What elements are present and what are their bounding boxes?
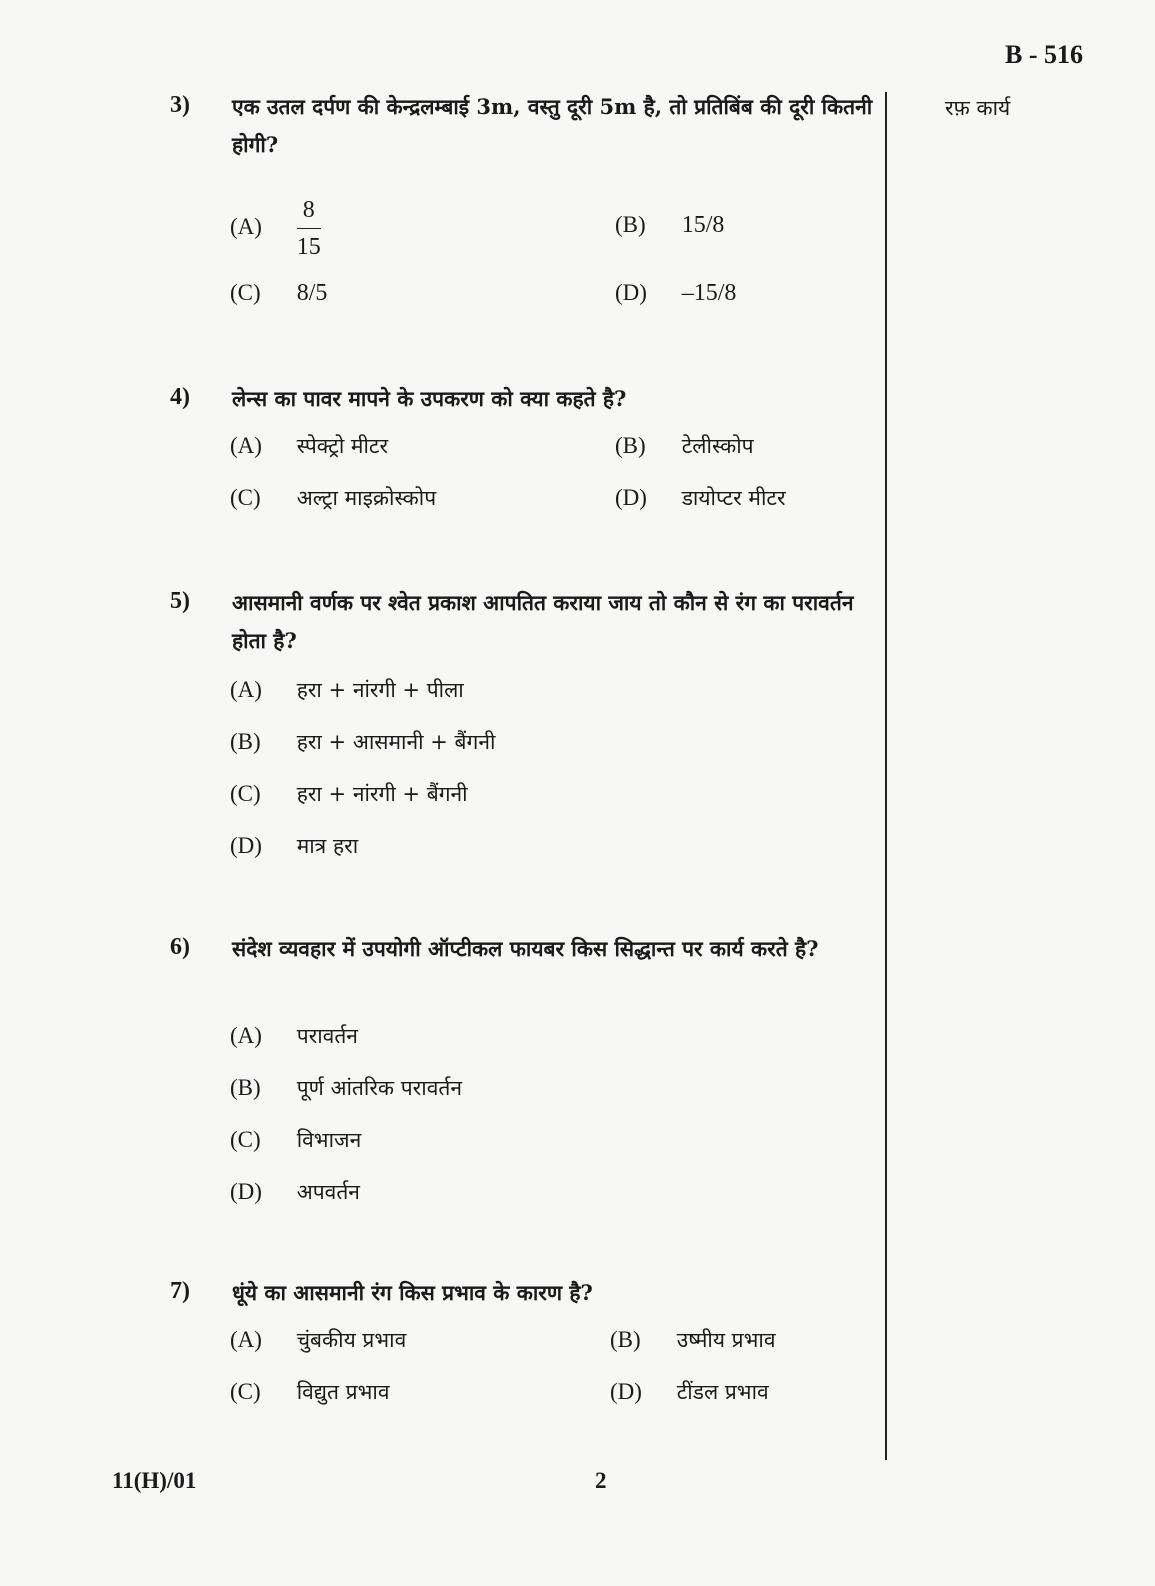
fraction-denominator: 15 bbox=[296, 234, 321, 260]
option-text: पूर्ण आंतरिक परावर्तन bbox=[296, 1076, 462, 1100]
option-text: उष्मीय प्रभाव bbox=[676, 1328, 776, 1352]
option-c bbox=[230, 1378, 390, 1406]
option-c bbox=[230, 1126, 361, 1154]
option-label: (A) bbox=[230, 677, 262, 702]
option-label: (B) bbox=[230, 1075, 261, 1100]
option-c bbox=[230, 484, 436, 512]
option-label: (D) bbox=[230, 1179, 262, 1204]
option-d bbox=[230, 1178, 360, 1206]
option-a bbox=[230, 676, 464, 704]
question-text: लेन्स का पावर मापने के उपकरण को क्या कहते है? bbox=[232, 386, 627, 411]
option-text: हरा + नांरगी + बैंगनी bbox=[296, 782, 468, 806]
question-number: 7) bbox=[170, 1278, 190, 1304]
option-d bbox=[615, 280, 736, 307]
option-d bbox=[230, 832, 358, 860]
option-b bbox=[615, 432, 754, 460]
option-label: (B) bbox=[610, 1327, 641, 1352]
question-text: धूंये का आसमानी रंग किस प्रभाव के कारण है? bbox=[232, 1280, 593, 1305]
option-a bbox=[230, 1326, 406, 1354]
option-text: विद्युत प्रभाव bbox=[296, 1380, 390, 1404]
option-text: 8/5 bbox=[296, 280, 328, 306]
option-label: (B) bbox=[615, 433, 646, 458]
option-d bbox=[610, 1378, 769, 1406]
question-number: 6) bbox=[170, 934, 190, 960]
question-number: 4) bbox=[170, 384, 190, 410]
rough-work-label: रफ़ कार्य bbox=[945, 96, 1011, 120]
question-5 bbox=[170, 584, 890, 874]
option-text: 15/8 bbox=[681, 212, 725, 238]
option-d bbox=[615, 484, 786, 512]
question-text: आसमानी वर्णक पर श्वेत प्रकाश आपतित कराया जाय तो कौन से रंग का परावर्तन होता है? bbox=[232, 590, 854, 653]
fraction bbox=[297, 196, 321, 261]
page-code: B - 516 bbox=[1005, 40, 1083, 69]
option-label: (B) bbox=[615, 212, 646, 237]
option-text: अल्ट्रा माइक्रोस्कोप bbox=[296, 486, 437, 510]
option-text: स्पेक्ट्रो मीटर bbox=[296, 434, 389, 458]
option-a bbox=[230, 1022, 358, 1050]
option-b bbox=[615, 212, 724, 239]
option-label: (C) bbox=[230, 1127, 261, 1152]
option-label: (C) bbox=[230, 781, 261, 806]
page-number: 2 bbox=[595, 1468, 607, 1493]
fraction-numerator: 8 bbox=[297, 196, 321, 229]
option-text: टींडल प्रभाव bbox=[676, 1380, 769, 1404]
option-label: (D) bbox=[610, 1379, 642, 1404]
option-a bbox=[230, 432, 388, 460]
option-label: (D) bbox=[615, 280, 647, 305]
option-label: (C) bbox=[230, 485, 261, 510]
question-6 bbox=[170, 930, 890, 1220]
option-text: हरा + आसमानी + बैंगनी bbox=[296, 730, 496, 754]
option-text: मात्र हरा bbox=[296, 834, 359, 858]
question-3 bbox=[170, 88, 890, 328]
question-text: एक उतल दर्पण की केन्द्रलम्बाई 3m, वस्तु दूरी 5m है, तो प्रतिबिंब की दूरी कितनी होगी? bbox=[232, 94, 873, 157]
option-text: अपवर्तन bbox=[296, 1180, 360, 1204]
option-text: हरा + नांरगी + पीला bbox=[296, 678, 464, 702]
option-text: डायोप्टर मीटर bbox=[681, 486, 786, 510]
option-b bbox=[610, 1326, 776, 1354]
option-label: (D) bbox=[615, 485, 647, 510]
option-b bbox=[230, 1074, 462, 1102]
question-7 bbox=[170, 1274, 890, 1424]
paper-code: 11(H)/01 bbox=[112, 1468, 197, 1493]
option-label: (A) bbox=[230, 1023, 262, 1048]
option-b bbox=[230, 728, 495, 756]
option-a bbox=[230, 196, 321, 261]
option-label: (C) bbox=[230, 280, 261, 305]
option-c bbox=[230, 280, 327, 307]
option-label: (B) bbox=[230, 729, 261, 754]
option-label: (A) bbox=[230, 433, 262, 458]
question-text: संदेश व्यवहार में उपयोगी ऑप्टीकल फायबर किस सिद्धान्त पर कार्य करते है? bbox=[232, 936, 819, 961]
option-label: (D) bbox=[230, 833, 262, 858]
option-text: परावर्तन bbox=[296, 1024, 358, 1048]
option-c bbox=[230, 780, 468, 808]
question-4 bbox=[170, 380, 890, 520]
option-text: चुंबकीय प्रभाव bbox=[296, 1328, 407, 1352]
option-text: टेलीस्कोप bbox=[681, 434, 754, 458]
question-number: 5) bbox=[170, 588, 190, 614]
option-label: (A) bbox=[230, 1327, 262, 1352]
question-number: 3) bbox=[170, 92, 190, 118]
option-label: (C) bbox=[230, 1379, 261, 1404]
option-text: –15/8 bbox=[681, 280, 737, 306]
option-text: विभाजन bbox=[296, 1128, 362, 1152]
option-label: (A) bbox=[230, 214, 262, 239]
